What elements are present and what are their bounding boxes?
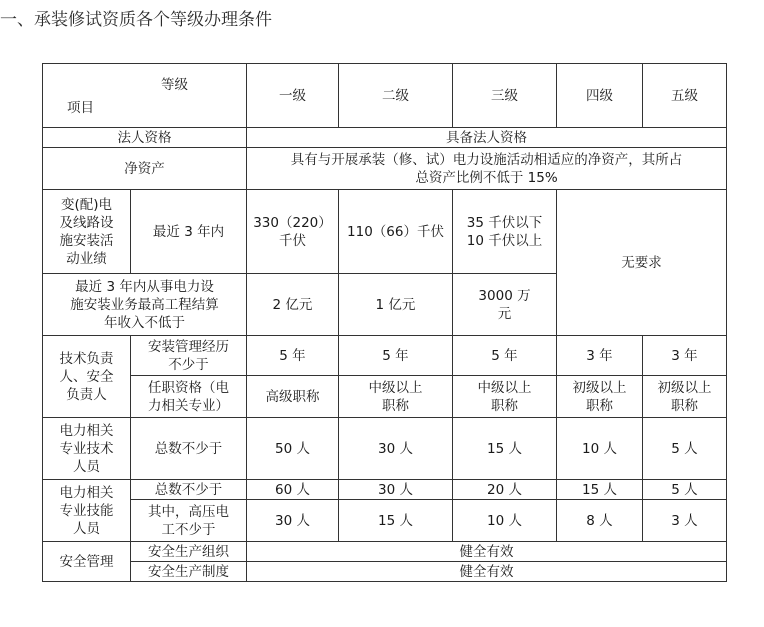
level-header-3: 三级 [453,64,557,128]
level-header-2: 二级 [339,64,453,128]
skill-staff-total-level-3: 20 人 [453,480,557,500]
skill-staff-group-label [43,480,131,542]
performance-level-3-line: 35 千伏以下 [466,214,543,231]
safety-org-label: 安全生产组织 [131,542,247,562]
skill-staff-senior-level-3: 10 人 [453,500,557,542]
skill-staff-total-level-5: 5 人 [643,480,727,500]
performance-row [43,190,727,274]
settlement-label-line: 施安装业务最高工程结算 [70,296,219,313]
legal-person-label: 法人资格 [43,128,247,148]
safety-system-label: 安全生产制度 [131,562,247,582]
settlement-label-line: 年收入不低于 [104,314,185,331]
performance-sub-label: 最近 3 年内 [131,190,247,274]
qualification-level-2-line: 中级以上 [368,379,423,396]
net-assets-value-line1: 具有与开展承装（修、试）电力设施活动相适应的净资产，其所占 [290,151,683,168]
performance-level-4-5: 无要求 [557,190,727,336]
tech-staff-group-line: 人员 [73,458,100,475]
header-corner-cell [43,64,247,128]
settlement-level-3-line: 元 [497,305,512,322]
manager-group-label [43,336,131,418]
tech-staff-row [43,418,727,480]
tech-staff-sub-label: 总数不少于 [131,418,247,480]
manager-group-line: 负责人 [66,386,107,403]
tech-staff-level-2: 30 人 [339,418,453,480]
qualification-level-4-line: 职称 [586,397,613,414]
skill-staff-group-line: 人员 [73,520,100,537]
skill-staff-senior-level-1: 30 人 [247,500,339,542]
settlement-level-3-line: 3000 万 [478,287,531,304]
grade-header: 等级 [161,77,188,93]
net-assets-value [247,148,727,190]
header-row [43,64,727,128]
tech-staff-level-3: 15 人 [453,418,557,480]
qualification-level-5-line: 初级以上 [657,379,712,396]
qualification-level-5 [643,376,727,418]
item-header: 项目 [67,100,94,116]
settlement-label [43,274,247,336]
skill-staff-total-level-2: 30 人 [339,480,453,500]
skill-staff-group-line: 电力相关 [59,484,114,501]
qualification-label-line: 力相关专业） [148,397,229,414]
experience-level-2: 5 年 [339,336,453,376]
qualification-level-5-line: 职称 [671,397,698,414]
skill-staff-total-row [43,480,727,500]
safety-system-row [43,562,727,582]
net-assets-row [43,148,727,190]
skill-staff-senior-level-2: 15 人 [339,500,453,542]
level-header-4: 四级 [557,64,643,128]
legal-person-value: 具备法人资格 [247,128,727,148]
net-assets-value-line2: 总资产比例不低于 15% [415,169,558,186]
qualification-table [42,63,727,582]
net-assets-label: 净资产 [43,148,247,190]
skill-staff-total-label: 总数不少于 [131,480,247,500]
qualification-label-line: 任职资格（电 [148,379,229,396]
experience-level-4: 3 年 [557,336,643,376]
safety-group-label: 安全管理 [43,542,131,582]
tech-staff-level-5: 5 人 [643,418,727,480]
tech-staff-group-label [43,418,131,480]
skill-staff-senior-label-line: 工不少于 [161,521,216,538]
skill-staff-senior-row [43,500,727,542]
performance-level-2: 110（66）千伏 [339,190,453,274]
performance-group-line: 施安装活 [59,232,114,249]
experience-label [131,336,247,376]
performance-group-label [43,190,131,274]
qualification-label [131,376,247,418]
experience-label-line: 安装管理经历 [148,338,229,355]
settlement-label-line: 最近 3 年内从事电力设 [75,278,214,295]
qualification-level-4-line: 初级以上 [572,379,627,396]
skill-staff-total-level-1: 60 人 [247,480,339,500]
skill-staff-total-level-4: 15 人 [557,480,643,500]
safety-org-row [43,542,727,562]
performance-group-line: 及线路设 [59,214,114,231]
experience-label-line: 不少于 [168,356,209,373]
experience-level-3: 5 年 [453,336,557,376]
performance-level-1-line: 330（220） [253,214,332,231]
tech-staff-group-line: 专业技术 [59,440,114,457]
level-header-1: 一级 [247,64,339,128]
tech-staff-level-4: 10 人 [557,418,643,480]
tech-staff-level-1: 50 人 [247,418,339,480]
manager-group-line: 技术负责 [59,350,114,367]
skill-staff-senior-level-5: 3 人 [643,500,727,542]
settlement-level-2: 1 亿元 [339,274,453,336]
experience-level-5: 3 年 [643,336,727,376]
qualification-level-3-line: 中级以上 [477,379,532,396]
experience-level-1: 5 年 [247,336,339,376]
safety-system-value: 健全有效 [247,562,727,582]
level-header-5: 五级 [643,64,727,128]
tech-staff-group-line: 电力相关 [59,422,114,439]
qualification-level-3-line: 职称 [491,397,518,414]
performance-level-1 [247,190,339,274]
performance-level-1-line: 千伏 [279,232,306,249]
performance-group-line: 动业绩 [66,250,107,267]
manager-qualification-row [43,376,727,418]
manager-group-line: 人、安全 [59,368,114,385]
page-heading: 一、承装修试资质各个等级办理条件 [0,10,272,30]
skill-staff-senior-label [131,500,247,542]
skill-staff-group-line: 专业技能 [59,502,114,519]
qualification-level-3 [453,376,557,418]
settlement-level-3 [453,274,557,336]
legal-person-row [43,128,727,148]
settlement-level-1: 2 亿元 [247,274,339,336]
qualification-level-2 [339,376,453,418]
qualification-level-2-line: 职称 [382,397,409,414]
safety-org-value: 健全有效 [247,542,727,562]
performance-group-line: 变(配)电 [60,196,113,213]
qualification-level-4 [557,376,643,418]
manager-experience-row [43,336,727,376]
performance-level-3 [453,190,557,274]
skill-staff-senior-label-line: 其中，高压电 [148,503,229,520]
performance-level-3-line: 10 千伏以上 [466,232,543,249]
skill-staff-senior-level-4: 8 人 [557,500,643,542]
qualification-level-1: 高级职称 [247,376,339,418]
